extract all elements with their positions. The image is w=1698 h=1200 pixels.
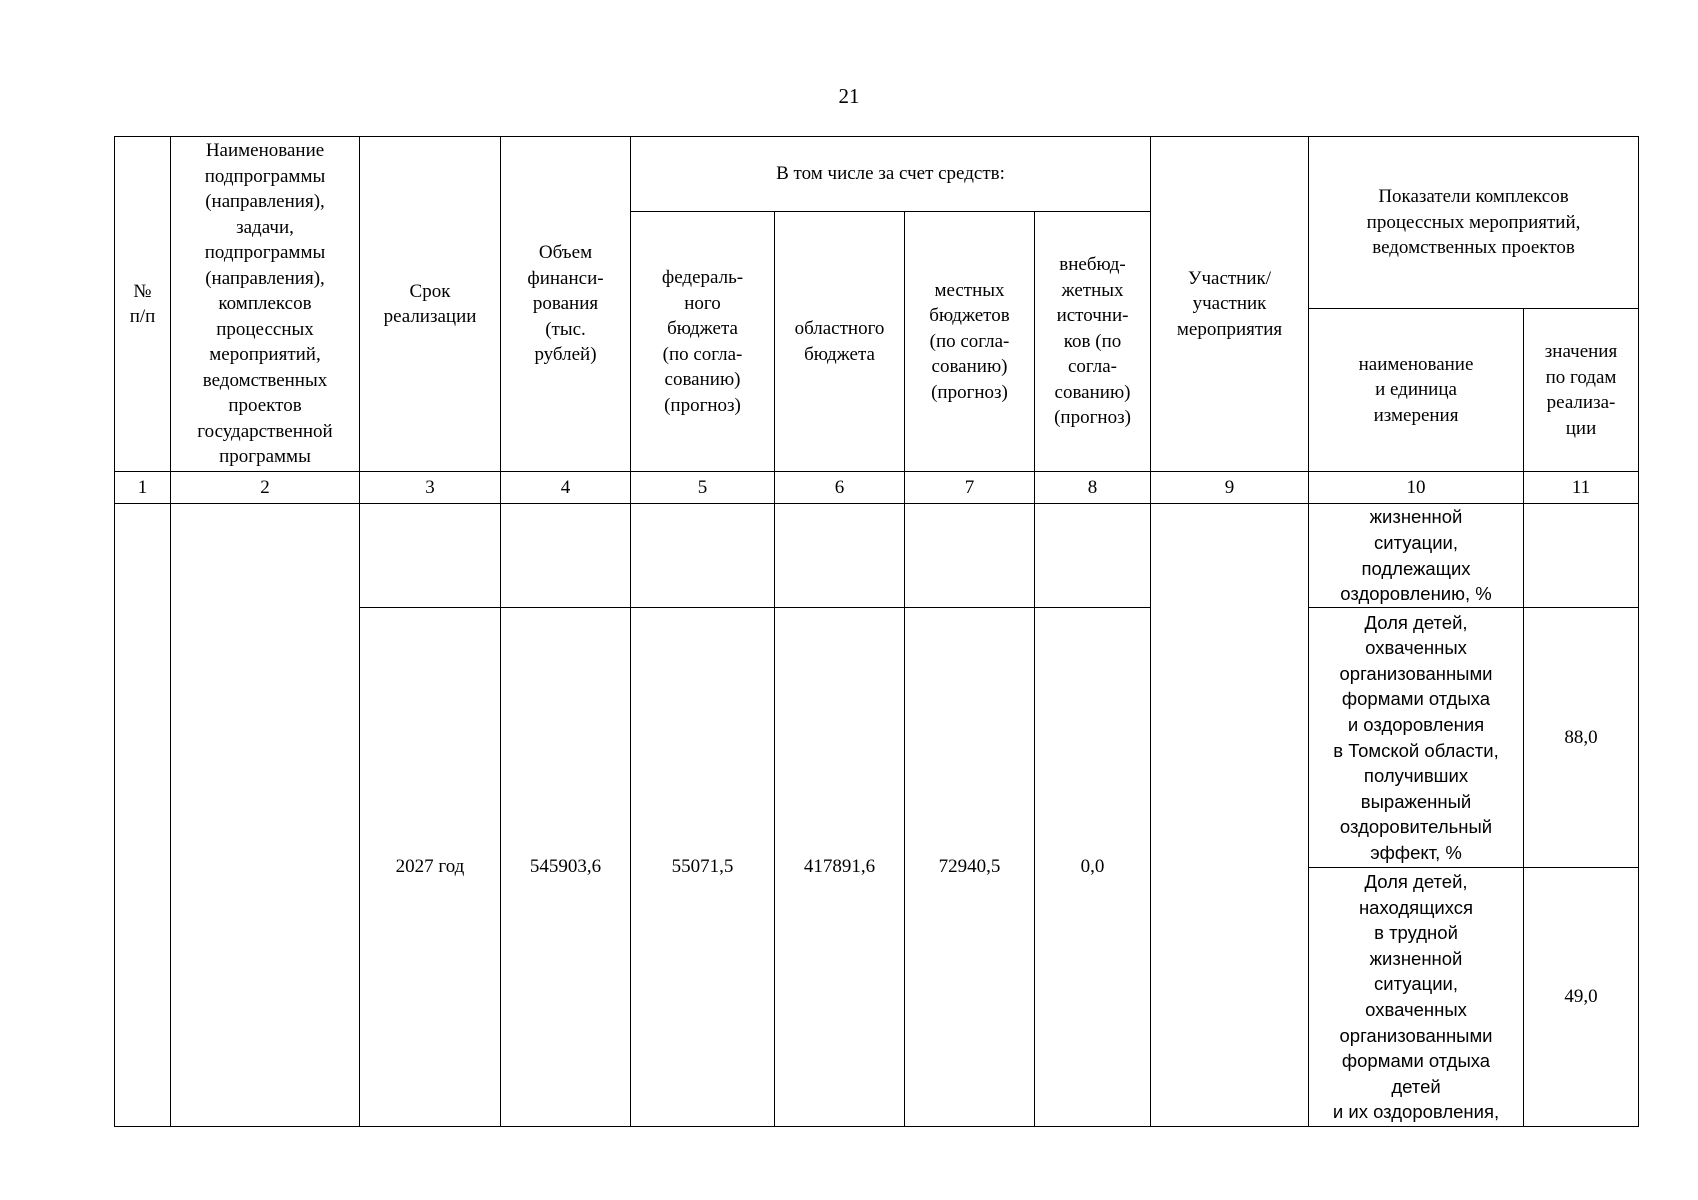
cell-period <box>360 504 501 608</box>
cell-name <box>171 504 360 1127</box>
column-number: 9 <box>1151 472 1309 504</box>
local-2027: 72940,5 <box>905 608 1035 1127</box>
header-period: Срок реализации <box>360 137 501 472</box>
column-number: 3 <box>360 472 501 504</box>
cell-participant <box>1151 504 1309 1127</box>
federal-2027: 55071,5 <box>631 608 775 1127</box>
column-number: 6 <box>775 472 905 504</box>
header-extrabudget: внебюд- жетных источни- ков (по согла- сованию) (прогноз) <box>1035 212 1151 472</box>
column-number: 5 <box>631 472 775 504</box>
page-number: 21 <box>838 84 860 108</box>
program-table <box>114 136 1639 1127</box>
column-number: 2 <box>171 472 360 504</box>
column-number: 4 <box>501 472 631 504</box>
cell-number <box>115 504 171 1127</box>
value-continuation <box>1524 504 1639 608</box>
header-federal: федераль- ного бюджета (по согла- сованию) (прогноз) <box>631 212 775 472</box>
header-indicator-values: значения по годам реализа- ции <box>1524 309 1639 472</box>
cell-local <box>905 504 1035 608</box>
header-indicator-name: наименование и единица измерения <box>1309 309 1524 472</box>
header-name: Наименование подпрограммы (направления), задачи, подпрограммы (направления), комплексов процессных мероприятий, ведомственных проектов государственной программы <box>171 137 360 472</box>
cell-total <box>501 504 631 608</box>
column-number: 1 <box>115 472 171 504</box>
value-2: 49,0 <box>1524 868 1639 1127</box>
table-row <box>115 504 1639 608</box>
value-1: 88,0 <box>1524 608 1639 868</box>
column-number: 10 <box>1309 472 1524 504</box>
header-funds-group: В том числе за счет средств: <box>631 137 1151 212</box>
column-number: 8 <box>1035 472 1151 504</box>
column-number: 7 <box>905 472 1035 504</box>
indicator-1: Доля детей, охваченных организованными формами отдыха и оздоровления в Томской области, получивших выраженный оздоровительный эффект, % <box>1309 608 1524 868</box>
header-local: местных бюджетов (по согла- сованию) (прогноз) <box>905 212 1035 472</box>
cell-regional <box>775 504 905 608</box>
cell-federal <box>631 504 775 608</box>
indicator-2: Доля детей, находящихся в трудной жизненной ситуации, охваченных организованными формами отдыха детей и их оздоровления, <box>1309 868 1524 1127</box>
period-2027: 2027 год <box>360 608 501 1127</box>
header-indicators-group: Показатели комплексов процессных мероприятий, ведомственных проектов <box>1309 137 1639 309</box>
regional-2027: 417891,6 <box>775 608 905 1127</box>
total-2027: 545903,6 <box>501 608 631 1127</box>
header-total-funding: Объем финанси- рования (тыс. рублей) <box>501 137 631 472</box>
cell-extrabudget <box>1035 504 1151 608</box>
column-number: 11 <box>1524 472 1639 504</box>
header-number: № п/п <box>115 137 171 472</box>
header-regional: областного бюджета <box>775 212 905 472</box>
extrabudget-2027: 0,0 <box>1035 608 1151 1127</box>
header-participant: Участник/ участник мероприятия <box>1151 137 1309 472</box>
indicator-continuation: жизненной ситуации, подлежащих оздоровлению, % <box>1309 504 1524 608</box>
